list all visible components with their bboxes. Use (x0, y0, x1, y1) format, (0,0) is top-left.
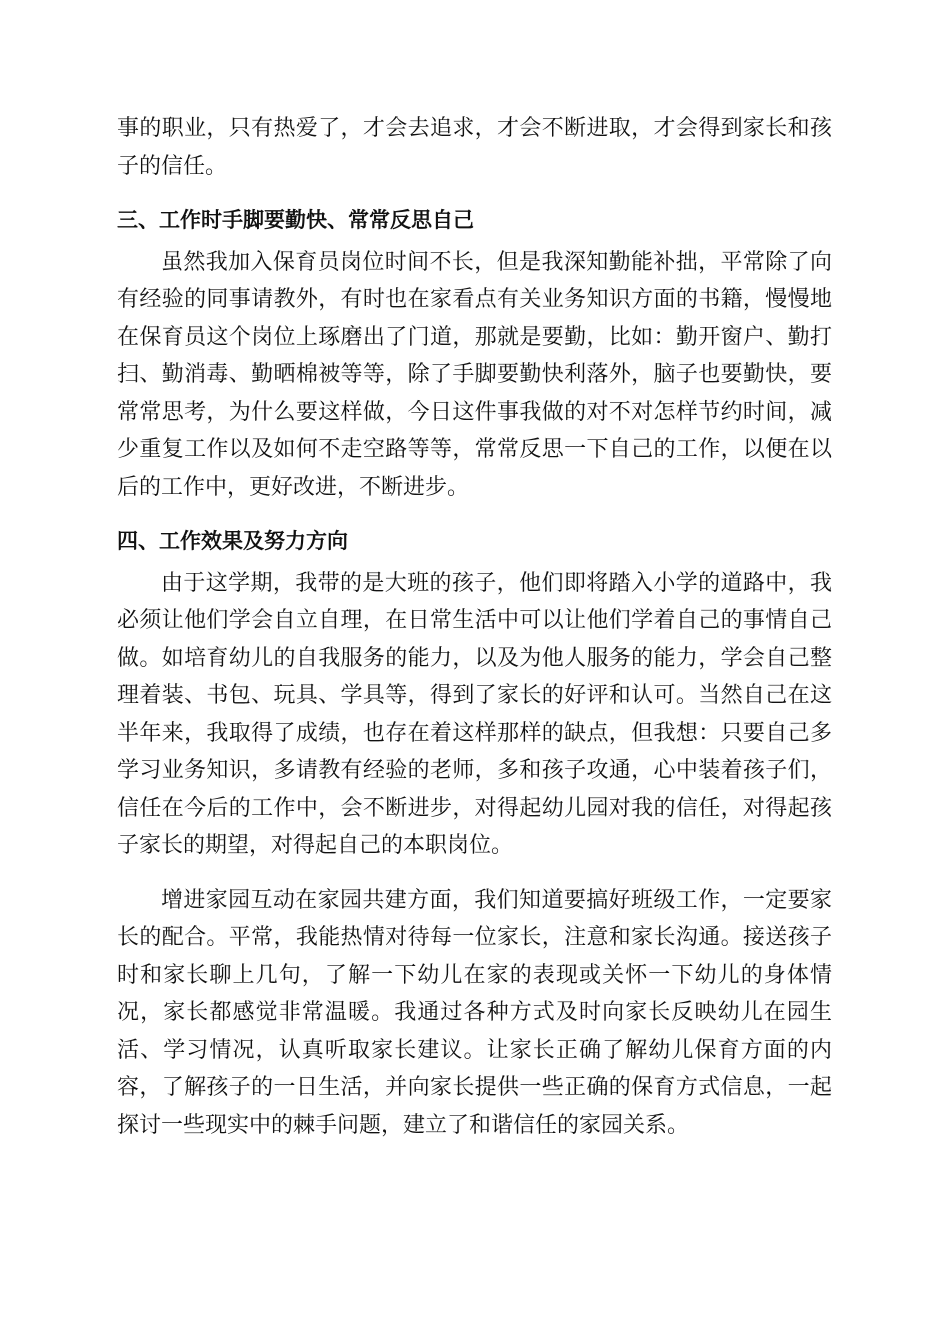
section3-heading: 三、工作时手脚要勤快、常常反思自己 (117, 208, 474, 232)
document-body (117, 110, 832, 1144)
paragraph-continued: 事的职业，只有热爱了，才会去追求，才会不断进取，才会得到家长和孩子的信任。 (117, 116, 832, 179)
section4-heading: 四、工作效果及努力方向 (117, 529, 348, 553)
section4-paragraph-1: 由于这学期，我带的是大班的孩子，他们即将踏入小学的道路中，我必须让他们学会自立自理，在日常生活中可以让他们学着自己的事情自己做。如培育幼儿的自我服务的能力，以及为他人服务的能力，学会自己整理着装、书包、玩具、学具等，得到了家长的好评和认可。当然自己在这半年来，我取得了成绩，也存在着这样那样的缺点，但我想：只要自己多学习业务知识，多请教有经验的老师，多和孩子攻通，心中装着孩子们，信任在今后的工作中，会不断进步，对得起幼儿园对我的信任，对得起孩子家长的期望，对得起自己的本职岗位。 (117, 570, 832, 858)
section4-paragraph-2: 增进家园互动在家园共建方面，我们知道要搞好班级工作，一定要家长的配合。平常，我能热情对待每一位家长，注意和家长沟通。接送孩子时和家长聊上几句，了解一下幼儿在家的表现或关怀一下幼儿的身体情况，家长都感觉非常温暖。我通过各种方式及时向家长反映幼儿在园生活、学习情况，认真听取家长建议。让家长正确了解幼儿保育方面的内容，了解孩子的一日生活，并向家长提供一些正确的保育方式信息，一起探讨一些现实中的棘手问题，建立了和谐信任的家园关系。 (117, 887, 832, 1138)
section3-paragraph: 虽然我加入保育员岗位时间不长，但是我深知勤能补拙，平常除了向有经验的同事请教外，有时也在家看点有关业务知识方面的书籍，慢慢地在保育员这个岗位上琢磨出了门道，那就是要勤，比如：勤开窗户、勤打扫、勤消毒、勤晒棉被等等，除了手脚要勤快利落外，脑子也要勤快，要常常思考，为什么要这样做，今日这件事我做的对不对怎样节约时间，减少重复工作以及如何不走空路等等，常常反思一下自己的工作，以便在以后的工作中，更好改进，不断进步。 (117, 249, 832, 500)
